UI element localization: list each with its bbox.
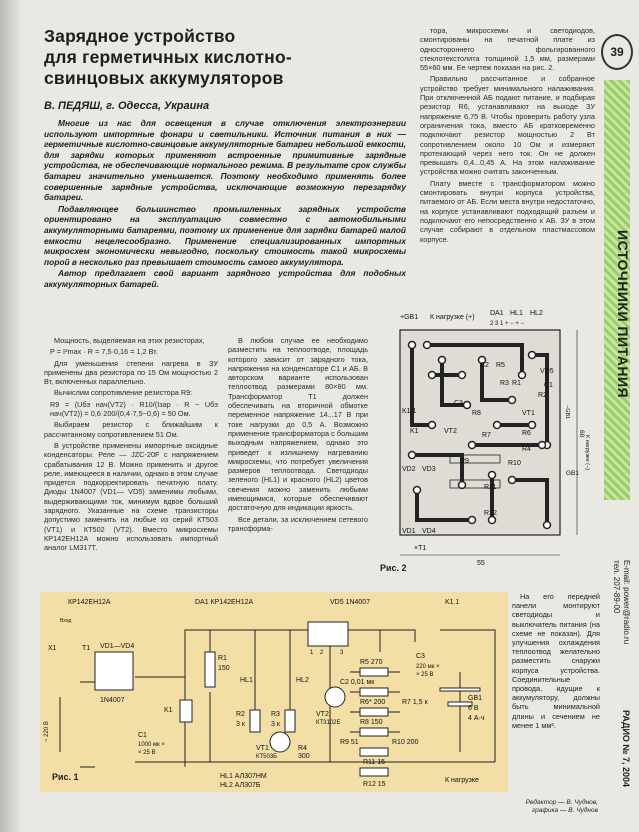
figure-1-schematic bbox=[40, 592, 508, 792]
fig1-label-r1: R1 bbox=[218, 655, 227, 662]
contact-phone: тел. 207-89-00 bbox=[612, 560, 621, 614]
col1-p5: В устройстве применены импортные оксидные конденсаторы. Реле — JZC-20F с напряжением срабатывания 12 В. Можно применить и другое реле, имеющееся в наличии, однако в этом случае придется подкорректировать печатную плату. Диоды 1N4007 (VD1— VD5) заменимы любыми, выдерживающими ток, минимум вдвое больший зарядного. Указанные на схеме транзисторы допустимо заменить на любые из серий КТ503 (VT1) и КТ502 (VT2). Вместо микросхемы КР142ЕН12А можно использовать импортный аналог LM317T. bbox=[44, 440, 218, 553]
fig2-label-r3: R3 bbox=[500, 380, 509, 387]
fig2-label-load-plus: К нагрузке (+) bbox=[430, 314, 475, 321]
fig2-label-gb1-minus: −GB1 bbox=[564, 405, 570, 420]
fig1-label-vt1-type: КТ503Б bbox=[256, 754, 278, 760]
col1-formula-1: P = I²max · R = 7,5·0,16 = 1,2 Вт. bbox=[50, 347, 158, 357]
fig1-label-hl1: HL1 bbox=[240, 677, 253, 684]
fig2-dim-width: 55 bbox=[477, 560, 485, 567]
fig1-label-t1: T1 bbox=[82, 645, 91, 652]
credits-editor: Редактор — В. Чуднов, bbox=[525, 799, 598, 806]
fig2-label-vd3: VD3 bbox=[422, 466, 436, 473]
section-label: ИСТОЧНИКИ ПИТАНИЯ bbox=[615, 230, 631, 399]
text-column-1 bbox=[44, 336, 218, 555]
fig2-label-r4: R4 bbox=[522, 446, 531, 453]
fig1-label-hl2: HL2 bbox=[296, 677, 309, 684]
fig2-label-r8: R8 bbox=[472, 410, 481, 417]
fig2-label-r1: R1 bbox=[512, 380, 521, 387]
fig2-label-k11: K1.1 bbox=[402, 408, 417, 415]
schematic-drawing bbox=[40, 592, 508, 792]
figure-1-caption: Рис. 1 bbox=[52, 772, 79, 782]
fig1-label-r10: R10 200 bbox=[392, 739, 419, 746]
fig1-label-c1-voltage: × 25 В bbox=[138, 750, 156, 756]
fig1-label-hl1-type: HL1 АЛ307НМ bbox=[220, 773, 267, 780]
title-line-3: свинцовых аккумуляторов bbox=[44, 68, 284, 88]
fig2-label-k1: K1 bbox=[410, 428, 419, 435]
fig1-label-vt1: VT1 bbox=[256, 745, 269, 752]
page-number: 39 bbox=[601, 34, 633, 70]
fig1-label-c1: C1 bbox=[138, 732, 147, 739]
fig2-label-c1: C1 bbox=[544, 382, 553, 389]
fig2-label-hl2: HL2 bbox=[530, 310, 543, 317]
fig2-label-gb1-plus: +GB1 bbox=[400, 314, 419, 321]
fig1-label-vd5: VD5 1N4007 bbox=[330, 599, 371, 606]
col2-p1: В любом случае ее необходимо разместить на теплоотводе, площадь которого зависит от зарядного тока, напряжения на конденсаторе С1 и АБ. В авторском варианте использован теплоотвод размерами 80×80 мм. Трансформатор Т1 должен обеспечивать на вторичной обмотке переменное напряжение 14...17 В при токе нагрузки до 0,5 А. Возможно применение трансформатора с большим выходным напряжением, однако это приведет к излишнему нагреванию микросхемы, что потребует увеличения размеров теплоотвода. Светодиоды зеленого (HL1) и красного (HL2) цветов свечения можно заменить любыми имеющимися, которые обеспечивают достаточную для индикации яркость. bbox=[228, 336, 368, 513]
side-note-p1: На его передней панели монтируют светодиоды и выключатель питания (на схеме не показан). Для улучшения охлаждения теплоотвод желательно разместить снаружи корпуса устройства. Соединительные провода, идущие к аккумулятору, должны быть минимальной длины и сечением не менее 1 мм². bbox=[512, 592, 600, 730]
issue-label: РАДИО № 7, 2004 bbox=[621, 710, 631, 787]
fig1-label-pin-adj: Вход bbox=[60, 618, 72, 624]
fig2-label-r5: R5 bbox=[496, 362, 505, 369]
fig2-label-load-minus: К нагрузке (−) bbox=[584, 435, 590, 471]
side-note bbox=[512, 592, 600, 730]
fig1-label-pin2: 2 bbox=[320, 650, 324, 656]
fig2-label-r11: R11 bbox=[484, 484, 497, 491]
binding-shadow bbox=[0, 0, 22, 832]
fig2-dim-height: 60 bbox=[578, 430, 585, 438]
fig2-label-vd2: VD2 bbox=[402, 466, 416, 473]
fig1-label-r9: R9 51 bbox=[340, 739, 359, 746]
fig1-label-vt2: VT2 bbox=[316, 711, 329, 718]
fig1-label-c3-voltage: × 25 В bbox=[416, 672, 434, 678]
fig2-label-vt1: VT1 bbox=[522, 410, 535, 417]
fig1-label-r4-value: 300 bbox=[298, 753, 310, 760]
fig1-label-k1: K1 bbox=[164, 707, 173, 714]
fig1-label-ic-left: КР142ЕН12А bbox=[68, 599, 111, 606]
fig2-label-r7: R7 bbox=[482, 432, 491, 439]
fig2-label-r9: R9 bbox=[460, 458, 469, 465]
fig1-label-c3: C3 bbox=[416, 653, 425, 660]
fig1-label-bridge2: 1N4007 bbox=[100, 697, 125, 704]
fig1-label-r4: R4 bbox=[298, 745, 307, 752]
fig1-label-gb1-voltage: 6 В bbox=[468, 705, 479, 712]
col3-p1: тора, микросхемы и светодиодов, смонтированы на печатной плате из одностороннего фольгированного стеклотекстолита толщиной 1,5 мм, размерами 55×60 мм. Ее чертеж показан на рис. 2. bbox=[420, 26, 595, 73]
fig1-label-bridge: VD1—VD4 bbox=[100, 643, 135, 650]
right-sidebar bbox=[601, 20, 633, 810]
fig1-label-gb1: GB1 bbox=[468, 695, 483, 702]
fig1-label-r8: R8 150 bbox=[360, 719, 383, 726]
fig1-label-c1-value: 1000 мк × bbox=[138, 742, 165, 748]
fig2-label-vd4: VD4 bbox=[422, 528, 436, 535]
fig2-label-c2: C2 bbox=[480, 362, 489, 369]
credits bbox=[478, 799, 598, 815]
fig1-label-x1: X1 bbox=[48, 645, 57, 652]
fig1-label-vt2-type: КТ3102Е bbox=[316, 720, 341, 726]
text-column-3 bbox=[420, 26, 595, 246]
fig2-label-r6: R6 bbox=[522, 430, 531, 437]
fig2-label-pins: 2 3 1 + − + − bbox=[490, 321, 525, 327]
fig1-label-r3: R3 bbox=[271, 711, 280, 718]
fig1-label-hl2-type: HL2 АЛ307Б bbox=[220, 782, 261, 789]
title-line-1: Зарядное устройство bbox=[44, 26, 236, 46]
fig1-label-gb1-capacity: 4 А·ч bbox=[468, 715, 485, 722]
lead-p2: Подавляющее большинство промышленных зарядных устройств ориентировано на эксплуатацию совместно с автомобильными аккумуляторными батареями, поэтому их применение для зарядки батарей малой емкости нецелесообразно. Применение специализированных импортных микросхем экономически невыгодно, поскольку стоимость такой микросхемы порой в несколько раз превышает стоимость самого аккумулятора. bbox=[44, 203, 406, 267]
fig1-label-c2: C2 0,01 мк bbox=[340, 679, 375, 686]
lead-p1: Многие из нас для освещения в случае отключения электроэнергии используют импортные фонари и светильники. Источник питания в них — герметичные кислотно-свинцовые аккумуляторные батареи небольшой емкости, для зарядки которых применяют встроенные примитивные зарядные устройства, не обеспечивающие нормального режима. В результате срок службы батареи значительно уменьшается. Поэтому необходимо применять более совершенные зарядные устройства, исключающие возможную перезарядку батареи. bbox=[44, 118, 406, 203]
fig1-label-load: К нагрузке bbox=[445, 777, 479, 784]
fig2-label-r2: R2 bbox=[538, 392, 547, 399]
col3-p2: Правильно рассчитанное и собранное устройство требует минимального налаживания. При отключенной АБ подают питание, и подбирая резистор R6, устанавливают на выходе ЗУ напряжение 6,75 В. Чтобы проверить работу узла ограничения тока, вместо АБ кратковременно подключают резистор мощностью 2 Вт сопротивлением около 10 Ом и измеряют протекающий через него ток. Он не должен превышать 0,4...0,45 А. На этом налаживание устройства можно считать законченным. bbox=[420, 74, 595, 177]
col2-p2: Все детали, за исключением сетевого трансформа- bbox=[228, 514, 368, 533]
contact-email: E-mail: power@radio.ru bbox=[622, 560, 631, 645]
fig2-label-hl1: HL1 bbox=[510, 310, 523, 317]
fig2-label-r12: R12 bbox=[484, 510, 497, 517]
fig1-label-r11: R11 15 bbox=[363, 759, 386, 766]
fig1-label-r7: R7 1,5 к bbox=[402, 699, 428, 706]
fig1-label-pin1: 1 bbox=[310, 650, 314, 656]
fig1-label-r6: R6* 200 bbox=[360, 699, 386, 706]
col1-p2: Для уменьшения степени нагрева в ЗУ применены два резистора по 15 Ом мощностью 2 Вт, включенных параллельно. bbox=[44, 358, 218, 387]
fig1-label-r1-value: 150 bbox=[218, 665, 230, 672]
pcb-drawing bbox=[372, 305, 600, 580]
text-column-2 bbox=[228, 336, 368, 535]
fig2-label-r10: R10 bbox=[508, 460, 521, 467]
lead-paragraphs bbox=[44, 118, 406, 291]
lead-p3: Автор предлагает свой вариант зарядного устройства для подобных аккумуляторных батарей. bbox=[44, 268, 406, 289]
fig1-label-r3-value: 3 к bbox=[271, 721, 280, 728]
fig1-label-r5: R5 270 bbox=[360, 659, 383, 666]
fig2-label-gb1: GB1 bbox=[566, 470, 580, 477]
credits-graphics: графика — В. Чуднов bbox=[531, 807, 598, 814]
fig1-label-mains: ~ 220 В bbox=[44, 721, 50, 742]
article-title bbox=[44, 26, 292, 89]
title-line-2: для герметичных кислотно- bbox=[44, 47, 292, 67]
fig1-label-pin3: 3 bbox=[340, 650, 344, 656]
fig1-label-r12: R12 15 bbox=[363, 781, 386, 788]
fig2-label-da1: DA1 bbox=[490, 310, 504, 317]
col1-p4: Выбираем резистор с ближайшим к рассчитанному сопротивлением 51 Ом. bbox=[44, 420, 218, 439]
fig1-label-c3-value: 220 мк × bbox=[416, 664, 440, 670]
fig1-label-r2: R2 bbox=[236, 711, 245, 718]
fig1-label-da1: DA1 КР142ЕН12А bbox=[195, 599, 254, 606]
figure-2-pcb bbox=[372, 305, 600, 580]
figure-2-caption: Рис. 2 bbox=[380, 563, 407, 573]
fig2-label-vd5: VD5 bbox=[540, 368, 554, 375]
author-byline: В. ПЕДЯШ, г. Одесса, Украина bbox=[44, 100, 210, 112]
col1-p3: Вычислим сопротивление резистора R9: bbox=[54, 388, 193, 398]
fig2-label-c3: C3 bbox=[454, 400, 463, 407]
fig2-label-vt2: VT2 bbox=[444, 428, 457, 435]
fig2-label-vd1: VD1 bbox=[402, 528, 416, 535]
col3-p3: Плату вместе с трансформатором можно смонтировать внутри корпуса устройства, питаемого от АБ. Если места внутри недостаточно, на корпусе устанавливают подходящий разъем и подключают его непосредственно к АБ. ЗУ в этом случае собирают в отдельном пластмассовом корпусе. bbox=[420, 178, 595, 244]
col1-p1: Мощность, выделяемая на этих резисторах, bbox=[54, 336, 205, 345]
col1-formula-2: R9 = (Uбэ нач(VT2) · R10/(Iзар · R − Uбэ нач(VT2)) = 0,6·200/(0,4·7,5−0,6) = 50 Ом. bbox=[50, 399, 218, 419]
fig2-label-xt1: ×T1 bbox=[414, 545, 427, 552]
fig1-label-r2-value: 3 к bbox=[236, 721, 245, 728]
fig1-label-k11: K1.1 bbox=[445, 599, 460, 606]
